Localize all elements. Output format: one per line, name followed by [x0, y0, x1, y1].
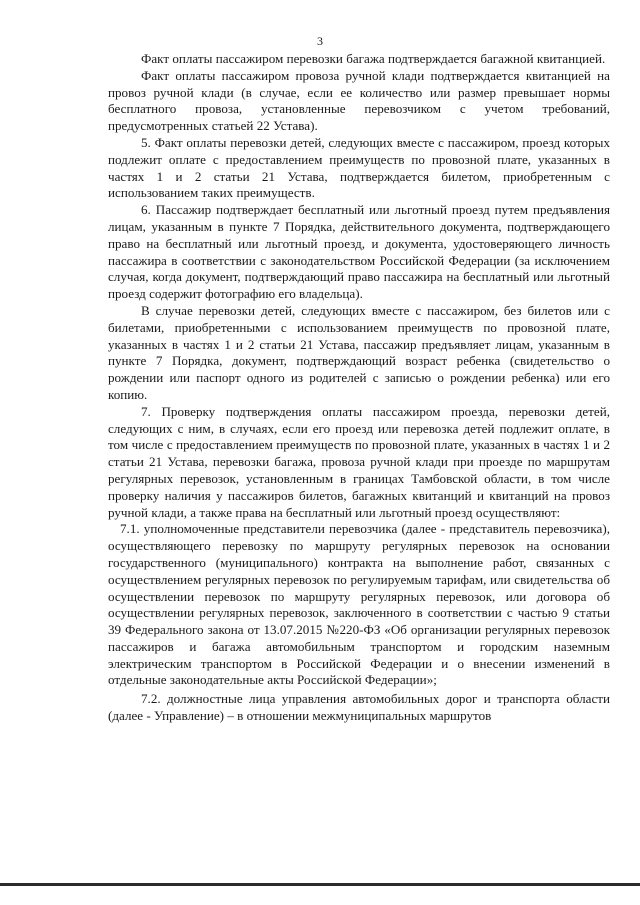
paragraph-children-transport: В случае перевозки детей, следующих вместе с пассажиром, без билетов или с билетами, приобретенными с использованием преимуществ по провозной плате, указанных в частях 1 и 2 статьи 21 Устава, пассажир предъявляет лицам, указанным в пункте 7 Порядка, документ, подтверждающий возраст ребенка (свидетельство о рождении или паспорт одного из родителей с записью о рождении ребенка) или его копию. [108, 302, 610, 402]
page-number: 3 [317, 34, 323, 48]
paragraph-item-7-1: 7.1. уполномоченные представители перевозчика (далее - представитель перевозчика), осуществляющего перевозку по маршруту регулярных перевозок на основании государственного (муниципального) контракта на выполнение работ, связанных с осуществлением регулярных перевозок по регулируемым тарифам, или свидетельства об осуществлении перевозок по маршруту регулярных перевозок, или договора об осуществлении регулярных перевозок, заключенного в соответствии с частью 9 статьи 39 Федерального закона от 13.07.2015 №220-ФЗ «Об организации регулярных перевозок пассажиров и багажа автомобильным транспортом и городским наземным электрическим транспортом в Российской Федерации и о внесении изменений в отдельные законодательные акты Российской Федерации»; [108, 521, 610, 688]
paragraph-item-5: 5. Факт оплаты перевозки детей, следующих вместе с пассажиром, проезд которых подлежит оплате с предоставлением преимуществ по провозной плате, указанных в частях 1 и 2 статьи 21 Устава, подтверждается билетом, приобретенным с использованием таких преимуществ. [108, 134, 610, 201]
document-body [108, 51, 610, 725]
bottom-divider [0, 883, 640, 886]
paragraph-hand-luggage: Факт оплаты пассажиром провоза ручной клади подтверждается квитанцией на провоз ручной клади (в случае, если ее количество или размер превышает нормы бесплатного провоза, установленные перевозчиком с учетом требований, предусмотренных статьей 22 Устава). [108, 67, 610, 134]
paragraph-item-7-2: 7.2. должностные лица управления автомобильных дорог и транспорта области (далее - Управление) – в отношении межмуниципальных маршрутов [108, 691, 610, 724]
paragraph-baggage-receipt: Факт оплаты пассажиром перевозки багажа подтверждается багажной квитанцией. [141, 51, 606, 66]
paragraph-item-6: 6. Пассажир подтверждает бесплатный или льготный проезд путем предъявления лицам, указанным в пункте 7 Порядка, действительного документа, подтверждающего право на бесплатный или льготный проезд, и документа, удостоверяющего личность пассажира в соответствии с законодательством Российской Федерации (за исключением случая, когда документ, подтверждающий право пассажира на бесплатный или льготный проезд содержит фотографию его владельца). [108, 202, 610, 302]
paragraph-item-7: 7. Проверку подтверждения оплаты пассажиром проезда, перевозки детей, следующих с ним, в случаях, если его проезд или перевозка детей подлежит оплате, в том числе с предоставлением преимуществ по провозной плате, указанных в частях 1 и 2 статьи 21 Устава, перевозки багажа, провоза ручной клади при проезде по маршрутам регулярных перевозок, установленным в границах Тамбовской области, в том числе проверку наличия у пассажиров билетов, багажных квитанций и квитанций на провоз ручной клади, а также права на бесплатный или льготный проезд осуществляют: [108, 403, 610, 520]
